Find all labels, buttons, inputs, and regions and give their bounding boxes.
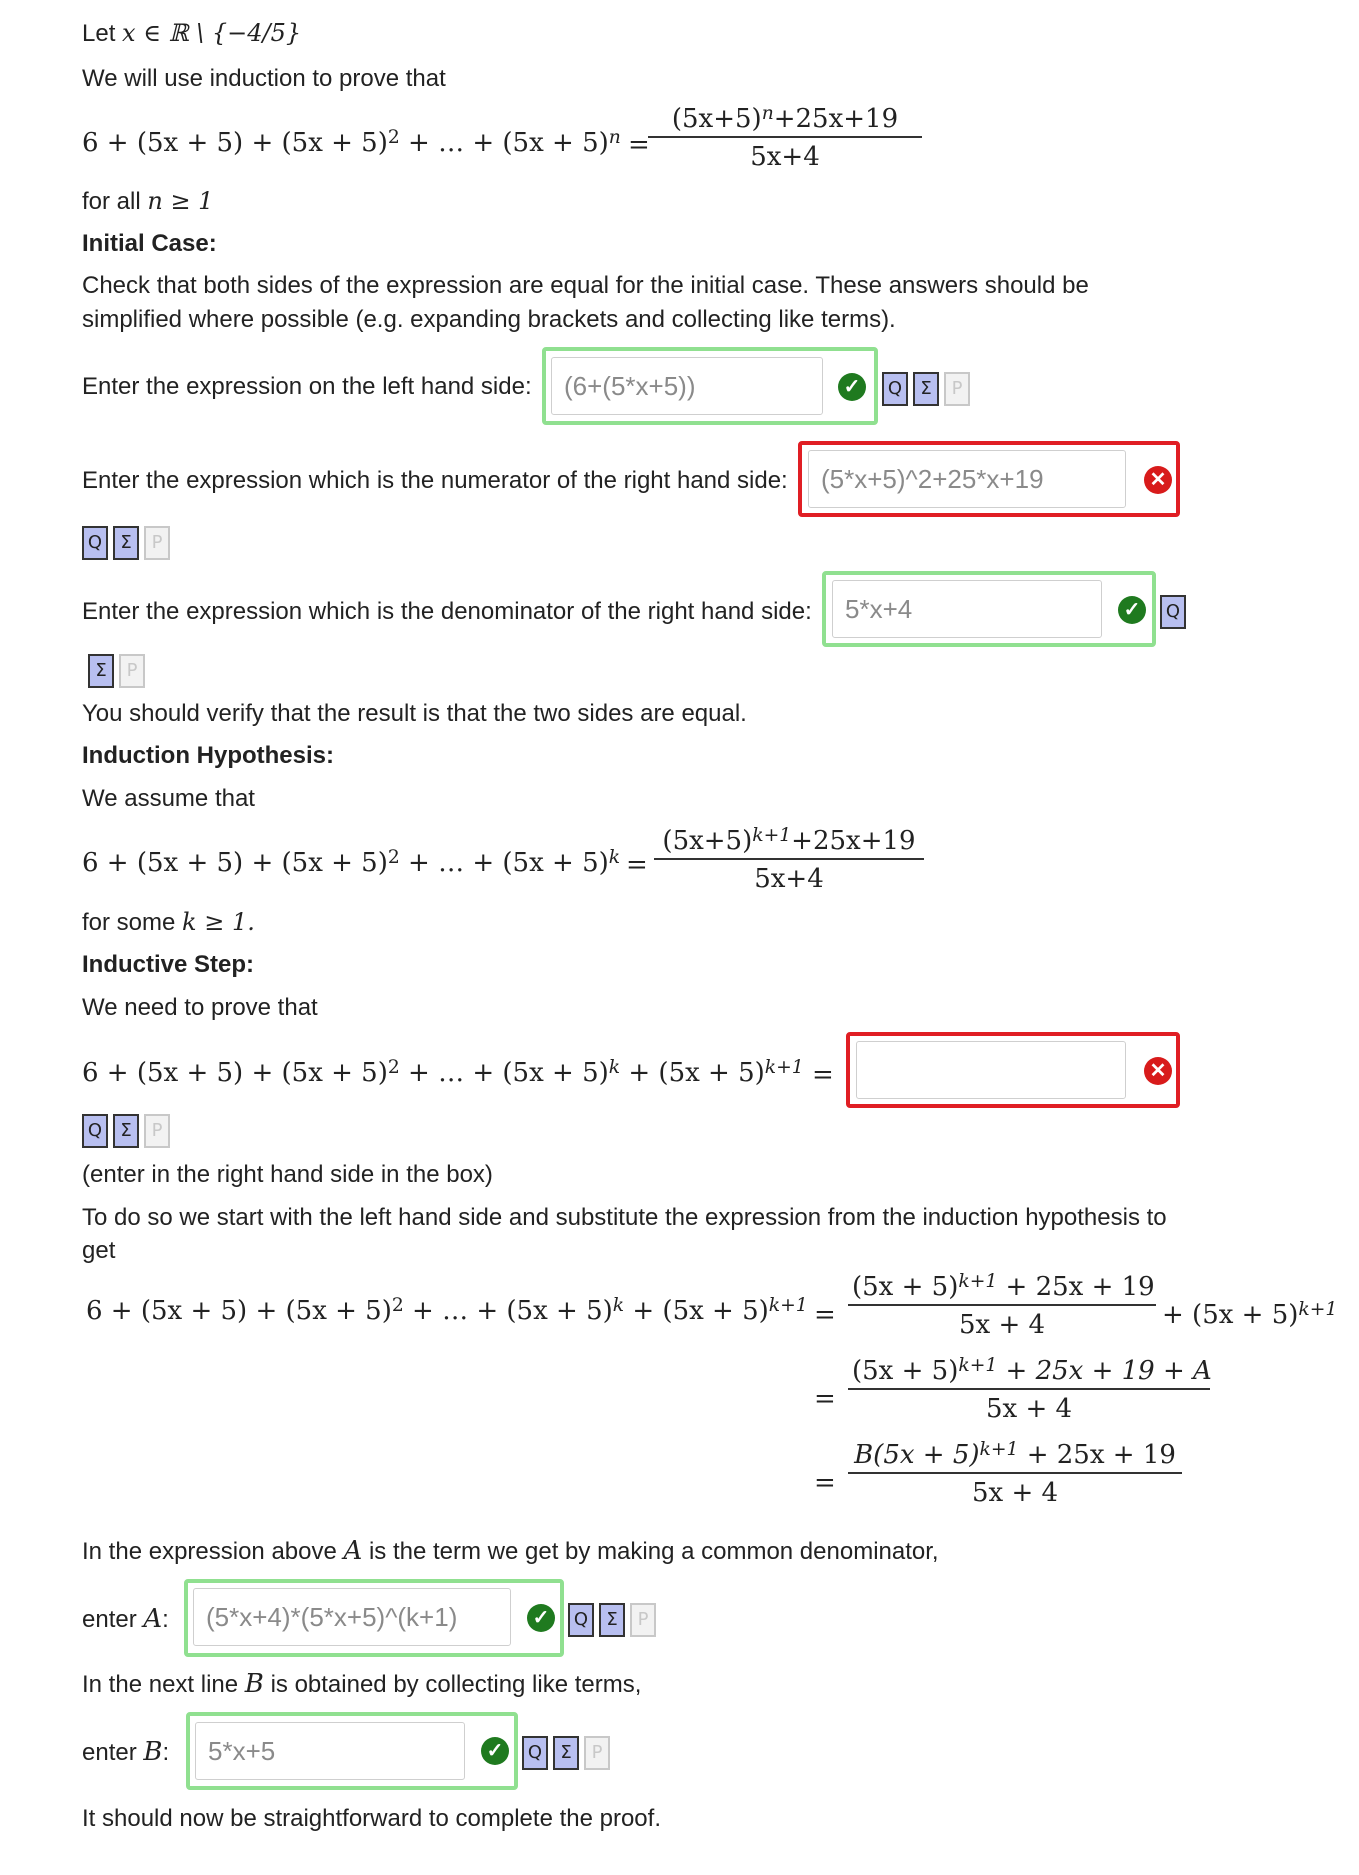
exp-k1: k+1	[768, 1294, 808, 1316]
plain-text-icon[interactable]: P	[630, 1603, 656, 1637]
sigma-icon[interactable]: Σ	[553, 1736, 579, 1770]
num-exp: k+1	[958, 1354, 998, 1376]
sigma-icon[interactable]: Σ	[599, 1603, 625, 1637]
verify-text: You should verify that the result is that the two sides are equal.	[82, 700, 747, 727]
lhs-label: Enter the expression on the left hand side:	[82, 373, 532, 400]
num-head: B(5x + 5)	[854, 1440, 980, 1470]
exp-2: 2	[387, 126, 400, 148]
fraction-bar	[848, 1304, 1156, 1306]
b-input[interactable]: 5*x+5	[195, 1722, 465, 1780]
substitute-line-2: get	[82, 1237, 116, 1264]
a-text-1: In the expression above	[82, 1538, 337, 1565]
correct-check-icon: ✓	[838, 373, 866, 401]
plain-text-icon[interactable]: P	[119, 654, 145, 688]
a-input[interactable]: (5*x+4)*(5*x+5)^(k+1)	[193, 1588, 511, 1646]
num-base: (5x + 5)	[852, 1272, 959, 1302]
equation-series-n	[82, 128, 621, 158]
fraction-numerator	[848, 1356, 1210, 1386]
numerator-input[interactable]: (5*x+5)^2+25*x+19	[808, 450, 1126, 508]
fraction-bar	[648, 136, 922, 138]
num-exp: n	[761, 102, 774, 124]
fraction-bar	[654, 858, 924, 860]
b-enter: enter	[82, 1739, 137, 1766]
conclusion-text: It should now be straightforward to complete the proof.	[82, 1805, 661, 1832]
a-label	[82, 1604, 169, 1635]
a-symbol: A	[343, 1536, 363, 1566]
a-colon: :	[162, 1606, 169, 1633]
use-induction-text: We will use induction to prove that	[82, 65, 446, 92]
series-prefix: 6 + (5x + 5) + (5x + 5)	[86, 1296, 392, 1326]
fraction-bar	[848, 1472, 1182, 1474]
plain-text-icon[interactable]: P	[144, 526, 170, 560]
enter-rhs-hint: (enter in the right hand side in the box)	[82, 1161, 493, 1188]
num-base: (5x + 5)	[852, 1356, 959, 1386]
initial-case-heading: Initial Case:	[82, 230, 217, 257]
substitute-line-1: To do so we start with the left hand side and substitute the expression from the induction hypothesis to	[82, 1204, 1167, 1231]
derivation-fraction-2	[848, 1356, 1210, 1424]
series-mid: + … + (5x + 5)	[399, 848, 609, 878]
correct-check-icon: ✓	[481, 1737, 509, 1765]
fraction-numerator	[848, 1272, 1156, 1302]
num-tail: + 25x + 19	[997, 1272, 1155, 1302]
numerator-label: Enter the expression which is the numerator of the right hand side:	[82, 467, 788, 494]
num-tail: + 25x + 19 + A	[997, 1356, 1212, 1386]
equation-series-k1	[82, 1058, 804, 1088]
sigma-icon[interactable]: Σ	[113, 1114, 139, 1148]
fraction-rhs-k	[654, 826, 924, 894]
exp-2: 2	[387, 1056, 400, 1078]
num-tail: +25x+19	[773, 104, 899, 134]
preview-icon[interactable]: Q	[568, 1603, 594, 1637]
series-prefix: 6 + (5x + 5) + (5x + 5)	[82, 1058, 388, 1088]
plain-text-icon[interactable]: P	[584, 1736, 610, 1770]
b-text-1: In the next line	[82, 1671, 239, 1698]
fraction-numerator	[848, 1440, 1182, 1470]
exp-k: k	[612, 1294, 625, 1316]
preview-icon[interactable]: Q	[882, 372, 908, 406]
incorrect-cross-icon: ✕	[1144, 1057, 1172, 1085]
fraction-bar	[848, 1388, 1210, 1390]
b-explanation	[82, 1669, 641, 1700]
plain-text-icon[interactable]: P	[944, 372, 970, 406]
fraction-rhs-n	[648, 104, 922, 172]
for-all-label: for all	[82, 188, 141, 215]
assume-text: We assume that	[82, 785, 255, 812]
plus-term: + (5x + 5)	[620, 1058, 765, 1088]
eq-sign: =	[812, 1060, 834, 1090]
exp-n: n	[608, 126, 621, 148]
sigma-icon[interactable]: Σ	[913, 372, 939, 406]
plain-text-icon[interactable]: P	[144, 1114, 170, 1148]
let-statement	[82, 18, 301, 49]
incorrect-cross-icon: ✕	[1144, 466, 1172, 494]
b-symbol: B	[143, 1737, 163, 1767]
eq-sign: =	[814, 1384, 836, 1414]
b-symbol: B	[244, 1669, 264, 1699]
equation-series-k	[82, 848, 620, 878]
b-label	[82, 1737, 169, 1768]
preview-icon[interactable]: Q	[1160, 595, 1186, 629]
num-exp: k+1	[979, 1438, 1019, 1460]
for-some-math: k ≥ 1.	[182, 908, 255, 936]
num-exp: k+1	[752, 824, 792, 846]
correct-check-icon: ✓	[527, 1604, 555, 1632]
fraction-denominator: 5x+4	[750, 142, 820, 172]
series-prefix: 6 + (5x + 5) + (5x + 5)	[82, 848, 388, 878]
derivation-fraction-3	[848, 1440, 1182, 1508]
a-enter: enter	[82, 1606, 137, 1633]
for-all-math: n ≥ 1	[147, 187, 214, 215]
exp-k: k	[608, 846, 621, 868]
instructions-line-2: simplified where possible (e.g. expanding brackets and collecting like terms).	[82, 306, 896, 333]
need-to-prove-text: We need to prove that	[82, 994, 318, 1021]
fraction-numerator	[654, 826, 924, 856]
series-mid: + … + (5x + 5)	[399, 128, 609, 158]
series-mid: + … + (5x + 5)	[399, 1058, 609, 1088]
b-text-2: is obtained by collecting like terms,	[270, 1671, 642, 1698]
a-text-2: is the term we get by making a common denominator,	[368, 1538, 939, 1565]
denominator-label: Enter the expression which is the denominator of the right hand side:	[82, 598, 812, 625]
sigma-icon[interactable]: Σ	[113, 526, 139, 560]
fraction-denominator: 5x+4	[754, 864, 824, 894]
preview-icon[interactable]: Q	[522, 1736, 548, 1770]
preview-icon[interactable]: Q	[82, 1114, 108, 1148]
series-mid: + … + (5x + 5)	[403, 1296, 613, 1326]
for-some-label: for some	[82, 909, 176, 936]
num-base: (5x+5)	[671, 104, 762, 134]
eq-sign: =	[626, 850, 648, 880]
for-some-text	[82, 907, 255, 938]
fraction-denominator: 5x + 4	[958, 1310, 1046, 1340]
let-math: x ∈ ℝ \ {−4/5}	[122, 19, 302, 47]
instructions-line-1: Check that both sides of the expression are equal for the initial case. These answers should be	[82, 272, 1089, 299]
rhs-input[interactable]	[856, 1041, 1126, 1099]
exp-k1: k+1	[764, 1056, 804, 1078]
num-tail: +25x+19	[791, 826, 916, 856]
exp-2: 2	[387, 846, 400, 868]
a-explanation	[82, 1536, 939, 1567]
derivation-lhs	[86, 1296, 808, 1326]
preview-icon[interactable]: Q	[82, 526, 108, 560]
eq-sign: =	[814, 1468, 836, 1498]
plus-term: + (5x + 5)	[624, 1296, 769, 1326]
let-label: Let	[82, 20, 116, 47]
for-all-text	[82, 186, 213, 217]
derivation-plus-term	[1162, 1300, 1337, 1330]
series-prefix: 6 + (5x + 5) + (5x + 5)	[82, 128, 388, 158]
exp-k1: k+1	[1298, 1298, 1338, 1320]
num-exp: k+1	[958, 1270, 998, 1292]
plus-term: + (5x + 5)	[1162, 1300, 1299, 1330]
num-tail: + 25x + 19	[1018, 1440, 1176, 1470]
eq-sign: =	[814, 1300, 836, 1330]
lhs-input[interactable]: (6+(5*x+5))	[551, 357, 823, 415]
fraction-numerator	[648, 104, 922, 134]
a-symbol: A	[143, 1604, 163, 1634]
exp-2: 2	[391, 1294, 404, 1316]
sigma-icon[interactable]: Σ	[88, 654, 114, 688]
fraction-denominator: 5x + 4	[971, 1478, 1059, 1508]
eq-sign: =	[628, 130, 650, 160]
fraction-denominator: 5x + 4	[985, 1394, 1073, 1424]
hypothesis-heading: Induction Hypothesis:	[82, 742, 334, 769]
exp-k: k	[608, 1056, 621, 1078]
num-base: (5x+5)	[662, 826, 753, 856]
b-colon: :	[162, 1739, 170, 1766]
denominator-input[interactable]: 5*x+4	[832, 580, 1102, 638]
correct-check-icon: ✓	[1118, 596, 1146, 624]
inductive-step-heading: Inductive Step:	[82, 951, 255, 978]
derivation-fraction-1	[848, 1272, 1156, 1340]
